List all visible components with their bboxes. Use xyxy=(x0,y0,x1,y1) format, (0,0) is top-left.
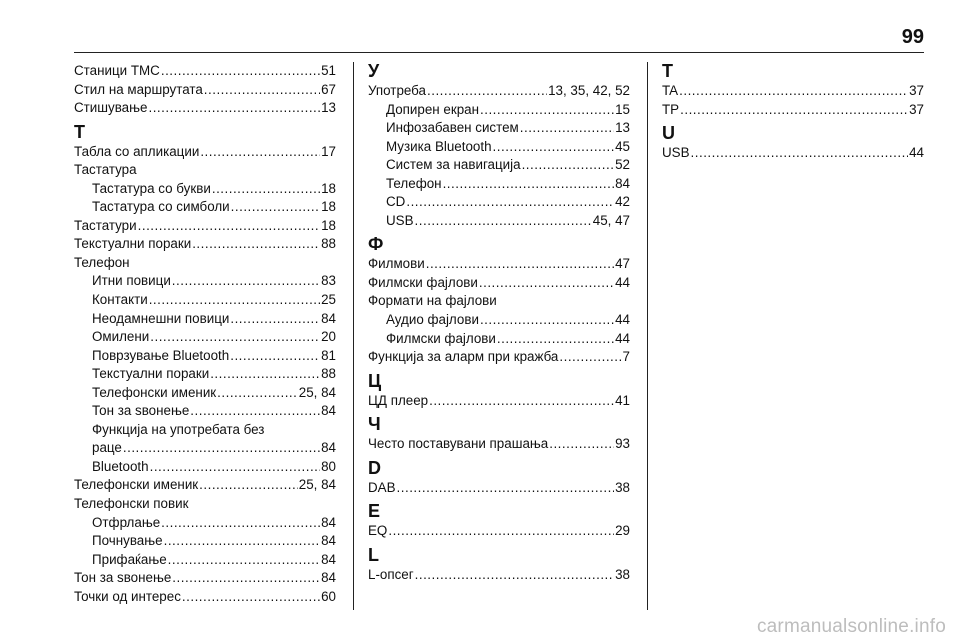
entry-term: Отфрлање xyxy=(92,514,161,530)
index-entry xyxy=(74,569,336,588)
entry-term: Табла со апликации xyxy=(74,143,200,159)
entry-term: Музика Bluetooth xyxy=(386,138,492,154)
index-subentry xyxy=(368,330,630,349)
index-subentry xyxy=(368,101,630,120)
index-entry xyxy=(74,588,336,607)
entry-pages: 18 xyxy=(321,199,336,215)
entry-term: Телефонски именик xyxy=(74,477,199,493)
dot-leader xyxy=(388,522,614,541)
index-entry xyxy=(662,101,924,120)
entry-pages: 15 xyxy=(615,101,630,117)
entry-term: ЦД плеер xyxy=(368,392,429,408)
index-subentry xyxy=(74,272,336,291)
header-rule xyxy=(74,52,924,53)
entry-pages: 60 xyxy=(321,588,336,604)
dot-leader xyxy=(426,255,614,274)
entry-pages: 51 xyxy=(321,63,336,78)
index-heading: Телефон xyxy=(74,254,130,270)
index-subentry xyxy=(74,310,336,329)
dot-leader xyxy=(148,99,320,118)
column-divider-2 xyxy=(647,62,648,610)
dot-leader xyxy=(138,217,320,236)
entry-term: Текстуални пораки xyxy=(74,236,192,252)
index-subentry xyxy=(368,138,630,157)
entry-pages: 25 xyxy=(321,292,336,308)
entry-term: Тастатури xyxy=(74,217,137,233)
entry-term: Тон за ѕвонење xyxy=(74,570,172,586)
dot-leader xyxy=(200,143,320,162)
section-letter: Ф xyxy=(368,234,384,255)
entry-pages: 25, 84 xyxy=(298,477,336,493)
index-entry xyxy=(368,274,630,293)
entry-pages: 84 xyxy=(615,175,630,191)
dot-leader xyxy=(172,569,320,588)
entry-term: DAB xyxy=(368,479,396,495)
entry-term: Почнување xyxy=(92,533,163,549)
entry-pages: 47 xyxy=(615,256,630,272)
entry-pages: 13 xyxy=(321,100,336,116)
section-letter: U xyxy=(662,123,675,144)
entry-pages: 13 xyxy=(615,120,630,136)
entry-term: Неодамнешни повици xyxy=(92,310,230,326)
index-section xyxy=(368,372,630,411)
entry-term: Филмски фајлови xyxy=(386,330,496,346)
index-section xyxy=(368,546,630,585)
section-letter: Т xyxy=(74,121,85,142)
entry-pages: 84 xyxy=(321,551,336,567)
section-letter: У xyxy=(368,61,380,81)
entry-term: Аудио фајлови xyxy=(386,312,479,328)
index-column-3 xyxy=(662,62,924,168)
dot-leader xyxy=(493,138,615,157)
entry-term: Често поставувани прашања xyxy=(368,436,549,452)
entry-pages: 80 xyxy=(321,458,336,474)
entry-pages: 38 xyxy=(615,566,630,582)
index-section xyxy=(74,123,336,607)
entry-pages: 18 xyxy=(321,217,336,233)
page-number: 99 xyxy=(901,26,924,48)
index-heading: Формати на фајлови xyxy=(368,293,497,309)
entry-pages: 45 xyxy=(615,138,630,154)
index-subentry: Функција на употребата без xyxy=(92,421,265,437)
entry-pages: 18 xyxy=(321,180,336,196)
entry-pages: 20 xyxy=(321,329,336,345)
entry-pages: 88 xyxy=(321,236,336,252)
dot-leader xyxy=(480,101,614,120)
entry-pages: 84 xyxy=(321,514,336,530)
dot-leader xyxy=(679,82,908,101)
dot-leader xyxy=(479,274,614,293)
entry-term: CD xyxy=(386,194,406,210)
entry-term: Стил на маршрутата xyxy=(74,81,203,97)
dot-leader xyxy=(691,144,909,163)
index-entry xyxy=(74,143,336,162)
entry-pages: 29 xyxy=(615,523,630,539)
index-entry xyxy=(662,82,924,101)
column-divider-1 xyxy=(353,62,354,610)
dot-leader xyxy=(217,384,298,403)
entry-term: Тастатура со букви xyxy=(92,180,211,196)
index-entry xyxy=(74,235,336,254)
index-subentry xyxy=(368,193,630,212)
section-letter: L xyxy=(368,544,379,565)
index-section xyxy=(662,124,924,163)
index-subentry xyxy=(74,180,336,199)
index-entry xyxy=(368,479,630,498)
entry-pages: 88 xyxy=(321,366,336,382)
entry-pages: 41 xyxy=(615,392,630,408)
index-section xyxy=(368,502,630,541)
entry-term: EQ xyxy=(368,523,388,539)
dot-leader xyxy=(161,514,320,533)
entry-pages: 44 xyxy=(615,312,630,328)
entry-term: Допирен екран xyxy=(386,101,480,117)
dot-leader xyxy=(549,435,614,454)
entry-term: Поврзување Bluetooth xyxy=(92,347,230,363)
entry-term: Тастатура со симболи xyxy=(92,199,230,215)
dot-leader xyxy=(680,101,908,120)
watermark: carmanualsonline.info xyxy=(756,616,946,637)
dot-leader xyxy=(230,347,320,366)
entry-term: раце xyxy=(92,440,122,456)
entry-term: Филмски фајлови xyxy=(368,274,478,290)
dot-leader xyxy=(429,392,614,411)
dot-leader xyxy=(480,311,614,330)
entry-pages: 84 xyxy=(321,570,336,586)
index-subentry xyxy=(74,347,336,366)
index-section xyxy=(74,62,336,118)
entry-term: TA xyxy=(662,83,679,98)
index-section xyxy=(368,415,630,454)
entry-pages: 67 xyxy=(321,81,336,97)
index-subentry xyxy=(368,212,630,231)
index-subentry xyxy=(74,551,336,570)
dot-leader xyxy=(231,198,320,217)
entry-term: Контакти xyxy=(92,292,148,308)
entry-term: Станици TMC xyxy=(74,63,160,78)
dot-leader xyxy=(190,402,320,421)
entry-term: Филмови xyxy=(368,256,425,272)
dot-leader xyxy=(415,566,614,585)
index-subentry xyxy=(368,156,630,175)
index-subentry xyxy=(74,532,336,551)
index-subentry xyxy=(74,384,336,403)
index-subentry xyxy=(368,311,630,330)
entry-pages: 81 xyxy=(321,347,336,363)
dot-leader xyxy=(406,193,614,212)
dot-leader xyxy=(149,291,320,310)
section-letter: Ц xyxy=(368,370,382,391)
dot-leader xyxy=(161,62,320,81)
dot-leader xyxy=(123,439,320,458)
index-subentry xyxy=(74,514,336,533)
index-section xyxy=(368,62,630,230)
dot-leader xyxy=(415,212,592,231)
entry-term: Систем за навигација xyxy=(386,157,521,173)
entry-pages: 38 xyxy=(615,479,630,495)
entry-pages: 84 xyxy=(321,440,336,456)
dot-leader xyxy=(199,476,298,495)
entry-term: Омилени xyxy=(92,329,150,345)
index-column-1 xyxy=(74,62,336,611)
entry-pages: 37 xyxy=(909,83,924,98)
index-subentry xyxy=(74,402,336,421)
index-subentry xyxy=(368,175,630,194)
index-subentry xyxy=(74,439,336,458)
entry-pages: 84 xyxy=(321,310,336,326)
index-section xyxy=(662,62,924,119)
index-subentry xyxy=(368,119,630,138)
entry-pages: 44 xyxy=(615,274,630,290)
entry-pages: 7 xyxy=(622,349,630,365)
index-entry xyxy=(368,522,630,541)
index-entry xyxy=(74,62,336,81)
entry-pages: 44 xyxy=(615,330,630,346)
entry-term: L-опсег xyxy=(368,566,414,582)
dot-leader xyxy=(168,551,320,570)
entry-pages: 45, 47 xyxy=(592,212,630,228)
index-subentry xyxy=(74,291,336,310)
index-entry xyxy=(368,566,630,585)
entry-term: Телефон xyxy=(386,175,442,191)
index-section xyxy=(368,235,630,366)
index-entry xyxy=(368,435,630,454)
entry-pages: 42 xyxy=(615,194,630,210)
entry-term: USB xyxy=(662,145,690,161)
index-subentry xyxy=(74,328,336,347)
dot-leader xyxy=(230,310,320,329)
entry-pages: 93 xyxy=(615,436,630,452)
index-heading: Телефонски повик xyxy=(74,496,189,512)
dot-leader xyxy=(164,532,321,551)
entry-term: Точки од интерес xyxy=(74,588,181,604)
entry-term: Телефонски именик xyxy=(92,384,217,400)
entry-pages: 13, 35, 42, 52 xyxy=(548,83,630,98)
entry-pages: 83 xyxy=(321,273,336,289)
dot-leader xyxy=(150,328,320,347)
entry-term: Стишување xyxy=(74,100,148,116)
entry-term: Употреба xyxy=(368,83,426,98)
entry-pages: 84 xyxy=(321,533,336,549)
entry-pages: 25, 84 xyxy=(298,384,336,400)
entry-pages: 37 xyxy=(909,101,924,117)
section-letter: D xyxy=(368,457,381,478)
dot-leader xyxy=(443,175,615,194)
index-subentry xyxy=(74,458,336,477)
dot-leader xyxy=(192,235,320,254)
index-entry xyxy=(368,255,630,274)
dot-leader xyxy=(210,365,320,384)
entry-term: Bluetooth xyxy=(92,458,149,474)
index-entry xyxy=(74,99,336,118)
dot-leader xyxy=(182,588,320,607)
dot-leader xyxy=(172,272,320,291)
index-subentry xyxy=(74,198,336,217)
index-subentry xyxy=(74,365,336,384)
dot-leader xyxy=(427,82,547,101)
index-entry xyxy=(74,476,336,495)
entry-pages: 84 xyxy=(321,403,336,419)
entry-pages: 52 xyxy=(615,157,630,173)
section-letter: E xyxy=(368,501,381,522)
entry-term: Инфозабавен систем xyxy=(386,120,519,136)
dot-leader xyxy=(212,180,320,199)
dot-leader xyxy=(150,458,321,477)
entry-term: Функција за аларм при кражба xyxy=(368,349,559,365)
index-column-2 xyxy=(368,62,630,589)
index-entry xyxy=(368,348,630,367)
dot-leader xyxy=(522,156,615,175)
index-section xyxy=(368,459,630,498)
dot-leader xyxy=(520,119,614,138)
section-letter: Ч xyxy=(368,414,381,435)
index-entry xyxy=(74,217,336,236)
dot-leader xyxy=(497,330,614,349)
index-entry xyxy=(368,82,630,101)
entry-pages: 44 xyxy=(909,145,924,161)
entry-term: Прифаќање xyxy=(92,551,167,567)
index-entry xyxy=(662,144,924,163)
index-heading: Тастатура xyxy=(74,162,137,178)
entry-term: Текстуални пораки xyxy=(92,366,210,382)
section-letter: T xyxy=(662,61,673,81)
entry-term: USB xyxy=(386,212,414,228)
index-entry xyxy=(74,81,336,100)
index-entry xyxy=(368,392,630,411)
entry-term: Итни повици xyxy=(92,273,171,289)
dot-leader xyxy=(204,81,320,100)
dot-leader xyxy=(559,348,621,367)
entry-pages: 17 xyxy=(321,143,336,159)
entry-term: TP xyxy=(662,101,680,117)
dot-leader xyxy=(397,479,615,498)
entry-term: Тон за ѕвонење xyxy=(92,403,190,419)
